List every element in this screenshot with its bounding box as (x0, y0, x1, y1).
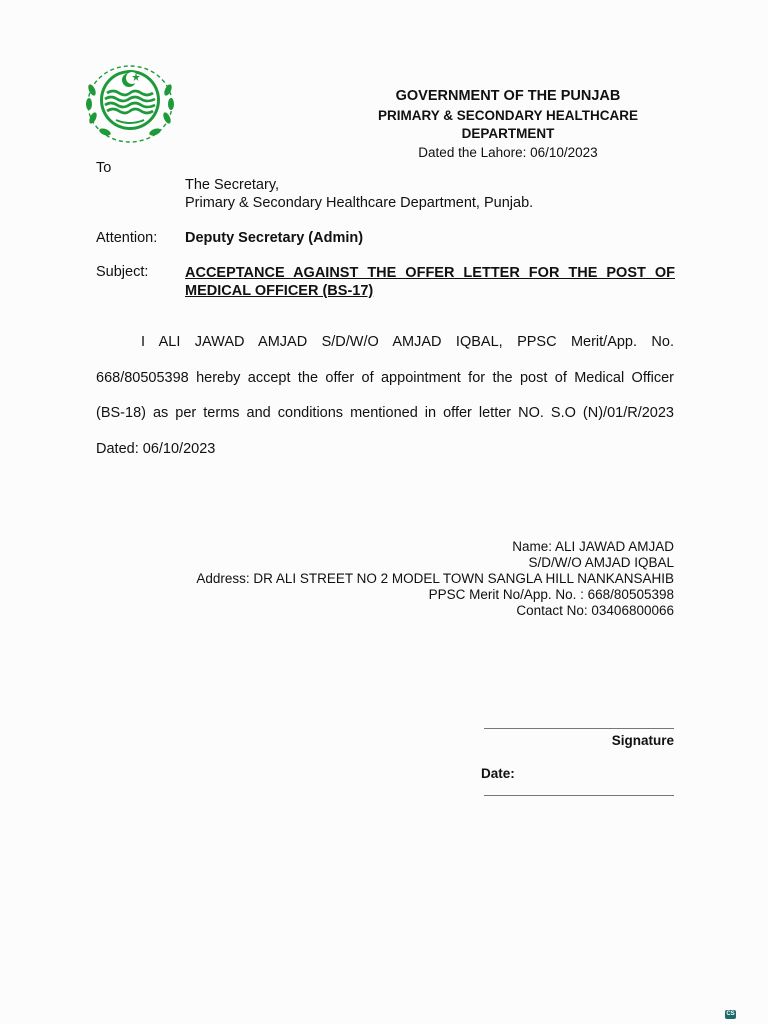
body-line3: (BS-18) as per terms and conditions mentioned in offer letter NO. S.O (N)/01/R/2023 (96, 405, 674, 421)
subject-label: Subject: (96, 264, 149, 280)
body-line2: 668/80505398 hereby accept the offer of appointment for the post of Medical Officer (96, 370, 674, 386)
body-line1: I ALI JAWAD AMJAD S/D/W/O AMJAD IQBAL, PPSC Merit/App. No. (141, 334, 674, 350)
attention-value: Deputy Secretary (Admin) (185, 230, 364, 246)
applicant-relation: S/D/W/O AMJAD IQBAL (528, 555, 674, 570)
signature-line (484, 728, 674, 729)
body-dated: Dated: 06/10/2023 (96, 441, 216, 457)
subject-line2: MEDICAL OFFICER (BS-17) (185, 283, 374, 299)
header-government: GOVERNMENT OF THE PUNJAB (395, 88, 621, 104)
applicant-merit: PPSC Merit No/App. No. : 668/80505398 (428, 587, 674, 602)
addressee-line2: Primary & Secondary Healthcare Department, Punjab. (185, 195, 534, 211)
applicant-address: Address: DR ALI STREET NO 2 MODEL TOWN SANGLA HILL NANKANSAHIB (196, 571, 674, 586)
seal-graphic (80, 60, 180, 144)
punjab-government-logo (80, 60, 180, 144)
date-line (484, 795, 674, 796)
header-dated: Dated the Lahore: 06/10/2023 (418, 145, 598, 160)
date-label: Date: (481, 766, 515, 781)
attention-label: Attention: (96, 230, 158, 246)
header-department-line1: PRIMARY & SECONDARY HEALTHCARE (377, 108, 639, 123)
applicant-contact: Contact No: 03406800066 (516, 603, 674, 618)
camscanner-badge-icon: CS (726, 1011, 735, 1017)
subject-line1: ACCEPTANCE AGAINST THE OFFER LETTER FOR THE POST OF (185, 265, 675, 281)
addressee-line1: The Secretary, (185, 177, 280, 193)
to-label: To (96, 160, 112, 176)
signature-label: Signature (611, 733, 674, 748)
header-department-line2: DEPARTMENT (461, 126, 555, 141)
applicant-name: Name: ALI JAWAD AMJAD (512, 539, 674, 554)
